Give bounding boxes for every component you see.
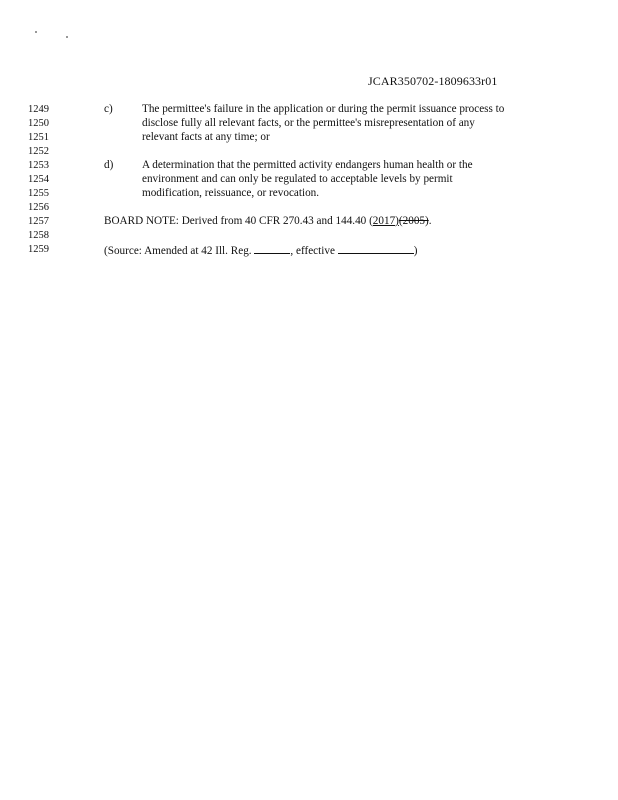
board-note-prefix: BOARD NOTE: Derived from 40 CFR 270.43 and 144.40 ( <box>104 215 373 227</box>
line-number: 1252 <box>28 146 49 157</box>
effective-date-blank <box>338 243 414 254</box>
source-prefix: (Source: Amended at 42 Ill. Reg. <box>104 245 255 257</box>
board-note-deleted-year: (2005) <box>398 215 429 227</box>
item-d-text-line: A determination that the permitted activity endangers human health or the <box>142 159 473 171</box>
line-number: 1253 <box>28 160 49 171</box>
item-c-text-line: disclose fully all relevant facts, or the permittee's misrepresentation of any <box>142 117 475 129</box>
document-id: JCAR350702-1809633r01 <box>368 74 498 88</box>
line-number: 1251 <box>28 132 49 143</box>
line-number: 1254 <box>28 174 49 185</box>
register-blank <box>254 243 290 254</box>
line-number: 1256 <box>28 202 49 213</box>
source-suffix: ) <box>413 245 418 257</box>
scan-speck <box>35 31 37 33</box>
source-note <box>104 243 417 257</box>
item-c-text-line: relevant facts at any time; or <box>142 131 270 143</box>
scan-speck <box>66 36 68 38</box>
line-number: 1249 <box>28 104 49 115</box>
item-d-text-line: modification, reissuance, or revocation. <box>142 187 320 199</box>
line-number: 1258 <box>28 230 49 241</box>
item-d-label: d) <box>104 159 114 171</box>
line-number: 1257 <box>28 216 49 227</box>
board-note <box>104 215 432 227</box>
line-number: 1255 <box>28 188 49 199</box>
board-note-inserted-year: 2017 <box>372 215 396 227</box>
board-note-close-paren: ) <box>395 215 399 227</box>
item-c-text-line: The permittee's failure in the application or during the permit issuance process to <box>142 103 505 115</box>
item-c-label: c) <box>104 103 113 115</box>
item-d-text-line: environment and can only be regulated to acceptable levels by permit <box>142 173 453 185</box>
board-note-period: . <box>428 215 432 227</box>
source-middle: , effective <box>290 245 338 257</box>
line-number: 1259 <box>28 244 49 255</box>
line-number: 1250 <box>28 118 49 129</box>
